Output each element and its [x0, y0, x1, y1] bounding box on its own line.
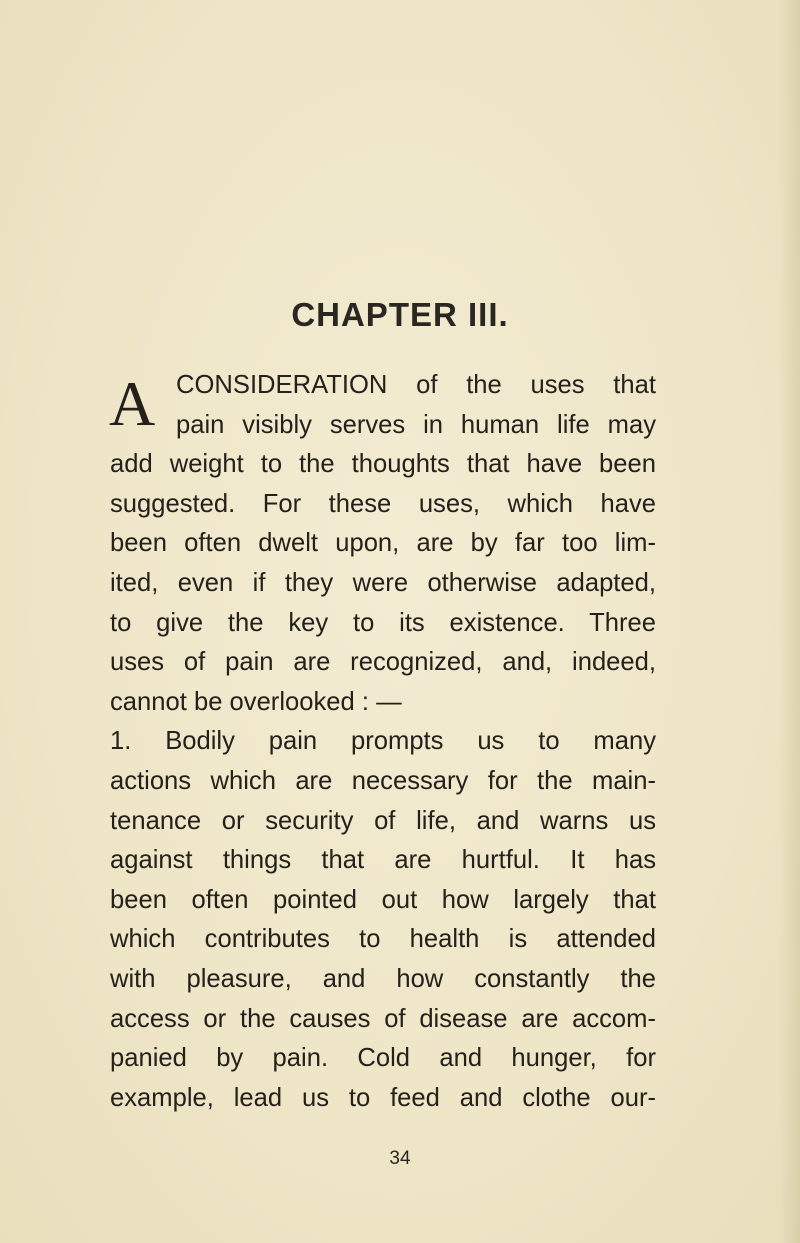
page-number: 34	[389, 1148, 411, 1169]
text-line: uses of pain are recognized, and, indeed,	[110, 648, 656, 677]
text-line: with pleasure, and how constantly the	[110, 964, 656, 993]
text-line: against things that are hurtful. It has	[110, 846, 656, 875]
text-line: pain visibly serves in human life may	[176, 410, 656, 439]
text-line: ited, even if they were otherwise adapted,	[110, 568, 656, 597]
text-line: add weight to the thoughts that have been	[110, 450, 656, 479]
text-line: cannot be overlooked : —	[110, 687, 402, 716]
text-line: panied by pain. Cold and hunger, for	[110, 1044, 656, 1073]
text-line: which contributes to health is attended	[110, 925, 656, 954]
body-text	[110, 366, 656, 1118]
chapter-heading: CHAPTER III.	[291, 296, 509, 333]
text-line: actions which are necessary for the main-	[110, 766, 656, 795]
text-line: example, lead us to feed and clothe our-	[110, 1083, 656, 1112]
drop-cap: A	[109, 368, 156, 439]
text-line: been often pointed out how largely that	[110, 885, 656, 914]
text-line: access or the causes of disease are accom-	[110, 1004, 656, 1033]
text-line: been often dwelt upon, are by far too lim-	[110, 529, 656, 558]
text-line: 1. Bodily pain prompts us to many	[110, 727, 656, 756]
text-line: CONSIDERATION of the uses that	[176, 371, 656, 399]
text-line: suggested. For these uses, which have	[110, 489, 656, 518]
text-line: to give the key to its existence. Three	[110, 608, 656, 637]
text-line: tenance or security of life, and warns us	[110, 806, 656, 835]
